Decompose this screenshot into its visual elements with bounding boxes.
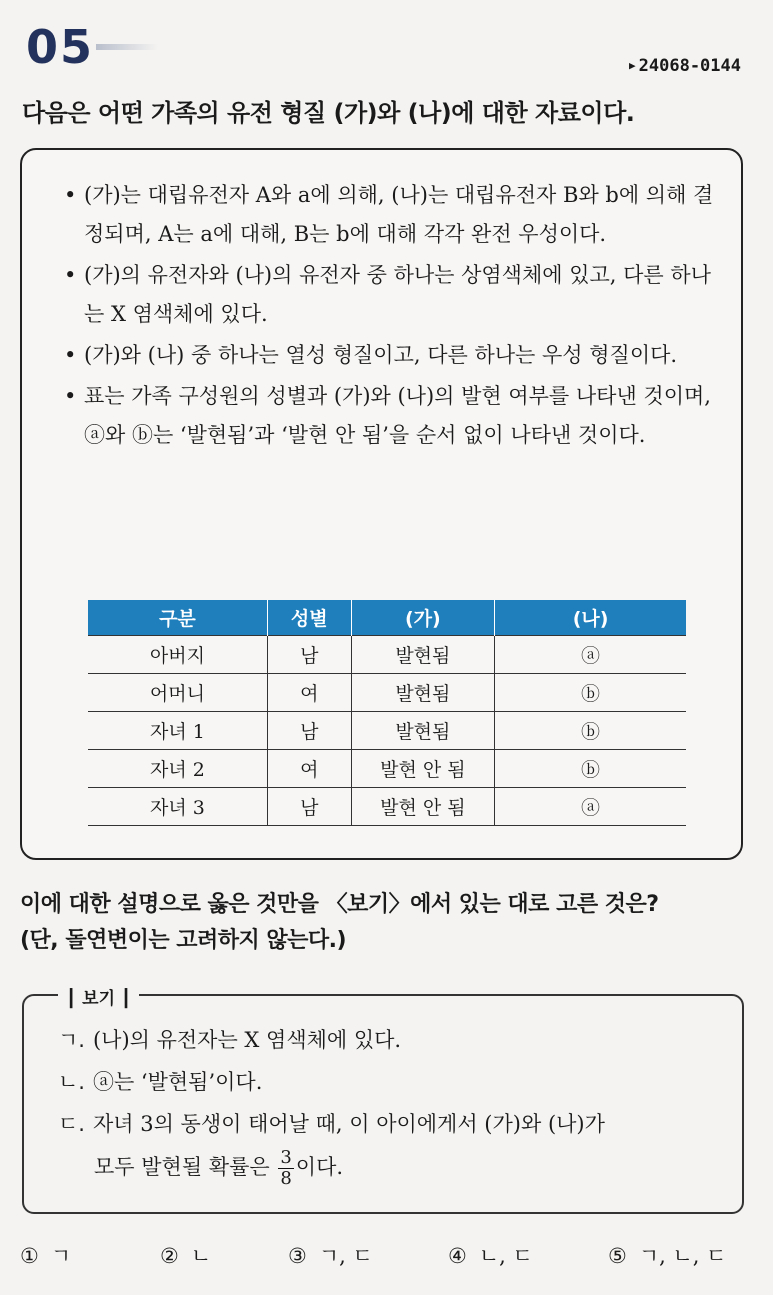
bullet-text: 표는 가족 구성원의 성별과 (가)와 (나)의 발현 여부를 나타낸 것이며, ⓐ와 ⓑ는 ‘발현됨’과 ‘발현 안 됨’을 순서 없이 나타낸 것이다.	[84, 384, 711, 447]
info-bullet	[64, 377, 724, 455]
info-box	[20, 148, 743, 860]
answer-choice[interactable]	[448, 1240, 533, 1270]
question-prompt	[20, 887, 659, 959]
choice-text: ㄴ, ㄷ	[478, 1244, 533, 1268]
family-trait-table	[88, 600, 686, 826]
choice-number: ⑤	[608, 1244, 627, 1268]
table-cell: 남	[267, 712, 351, 750]
bogi-item-mark: ㄷ.	[58, 1112, 85, 1136]
table-cell: 아버지	[88, 636, 267, 674]
table-cell: 자녀 1	[88, 712, 267, 750]
bracket-icon: ┃	[115, 989, 132, 1009]
answer-choice[interactable]	[160, 1240, 211, 1270]
table-cell: ⓑ	[495, 674, 686, 712]
table-cell: ⓑ	[495, 750, 686, 788]
bogi-item-mark: ㄱ.	[58, 1028, 85, 1052]
table-cell: 발현됨	[351, 674, 495, 712]
question-code-text: 24068-0144	[638, 56, 741, 76]
info-bullets	[64, 176, 724, 457]
table-row	[88, 674, 686, 712]
choice-number: ②	[160, 1244, 179, 1268]
answer-choice[interactable]	[288, 1240, 373, 1270]
table-row	[88, 636, 686, 674]
choice-number: ④	[448, 1244, 467, 1268]
table-header-cell: (나)	[495, 600, 686, 636]
question-code	[629, 56, 741, 76]
choice-number: ③	[288, 1244, 307, 1268]
answer-choices	[20, 1240, 750, 1280]
bullet-dot: •	[64, 343, 77, 367]
info-bullet	[64, 256, 724, 334]
table-header-row	[88, 600, 686, 636]
choice-text: ㄱ, ㄷ	[318, 1244, 373, 1268]
table-cell: ⓐ	[495, 788, 686, 826]
table-row	[88, 788, 686, 826]
question-line: 이에 대한 설명으로 옳은 것만을 〈보기〉에서 있는 대로 고른 것은?	[20, 892, 659, 917]
bogi-item-text: (나)의 유전자는 X 염색체에 있다.	[92, 1028, 402, 1052]
bullet-dot: •	[64, 263, 77, 287]
table-cell: 발현 안 됨	[351, 750, 495, 788]
bullet-dot: •	[64, 384, 77, 408]
bogi-item-text: 모두 발현될 확률은	[94, 1155, 277, 1179]
question-condition: (단, 돌연변이는 고려하지 않는다.)	[20, 928, 347, 953]
question-number: 05	[26, 20, 95, 74]
bracket-icon: ┃	[66, 989, 83, 1009]
answer-choice[interactable]	[608, 1240, 726, 1270]
table-cell: 여	[267, 750, 351, 788]
info-bullet	[64, 176, 724, 254]
answer-choice[interactable]	[20, 1240, 71, 1270]
bogi-item	[58, 1106, 605, 1142]
bogi-label-text: 보기	[82, 989, 116, 1009]
question-stem: 다음은 어떤 가족의 유전 형질 (가)와 (나)에 대한 자료이다.	[22, 99, 635, 127]
fraction-numerator: 3	[280, 1147, 292, 1168]
table-cell: 발현됨	[351, 712, 495, 750]
table-row	[88, 712, 686, 750]
table-header-cell: 성별	[267, 600, 351, 636]
table-header-cell: (가)	[351, 600, 495, 636]
info-bullet	[64, 336, 724, 375]
bogi-item	[58, 1022, 401, 1058]
bogi-box	[22, 989, 744, 1214]
table-cell: 발현됨	[351, 636, 495, 674]
choice-text: ㄱ	[50, 1244, 72, 1268]
fraction-denominator: 8	[280, 1168, 292, 1189]
bullet-text: (가)와 (나) 중 하나는 열성 형질이고, 다른 하나는 우성 형질이다.	[84, 343, 678, 367]
choice-number: ①	[20, 1244, 39, 1268]
table-cell: 발현 안 됨	[351, 788, 495, 826]
bogi-item-mark: ㄴ.	[58, 1070, 85, 1094]
bogi-label	[58, 984, 139, 1009]
table-header-cell: 구분	[88, 600, 267, 636]
table-cell: 자녀 3	[88, 788, 267, 826]
table-cell: ⓑ	[495, 712, 686, 750]
bogi-item-continuation	[94, 1148, 343, 1189]
bogi-item-text: ⓐ는 ‘발현됨’이다.	[92, 1070, 263, 1094]
bullet-text: (가)의 유전자와 (나)의 유전자 중 하나는 상염색체에 있고, 다른 하나는 X 염색체에 있다.	[84, 263, 711, 326]
bullet-text: (가)는 대립유전자 A와 a에 의해, (나)는 대립유전자 B와 b에 의해 결정되며, A는 a에 대해, B는 b에 대해 각각 완전 우성이다.	[84, 183, 714, 246]
bullet-dot: •	[64, 183, 77, 207]
table-cell: 남	[267, 636, 351, 674]
table-cell: 자녀 2	[88, 750, 267, 788]
bogi-item	[58, 1064, 262, 1100]
decorative-rule	[96, 44, 158, 50]
bogi-item-text: 자녀 3의 동생이 태어날 때, 이 아이에게서 (가)와 (나)가	[92, 1112, 605, 1136]
fraction	[278, 1148, 293, 1189]
choice-text: ㄱ, ㄴ, ㄷ	[638, 1244, 727, 1268]
triangle-icon: ▶	[629, 59, 636, 72]
bogi-item-text: 이다.	[295, 1155, 344, 1179]
table-cell: 남	[267, 788, 351, 826]
table-row	[88, 750, 686, 788]
table-cell: 여	[267, 674, 351, 712]
table-cell: ⓐ	[495, 636, 686, 674]
table-cell: 어머니	[88, 674, 267, 712]
choice-text: ㄴ	[190, 1244, 212, 1268]
